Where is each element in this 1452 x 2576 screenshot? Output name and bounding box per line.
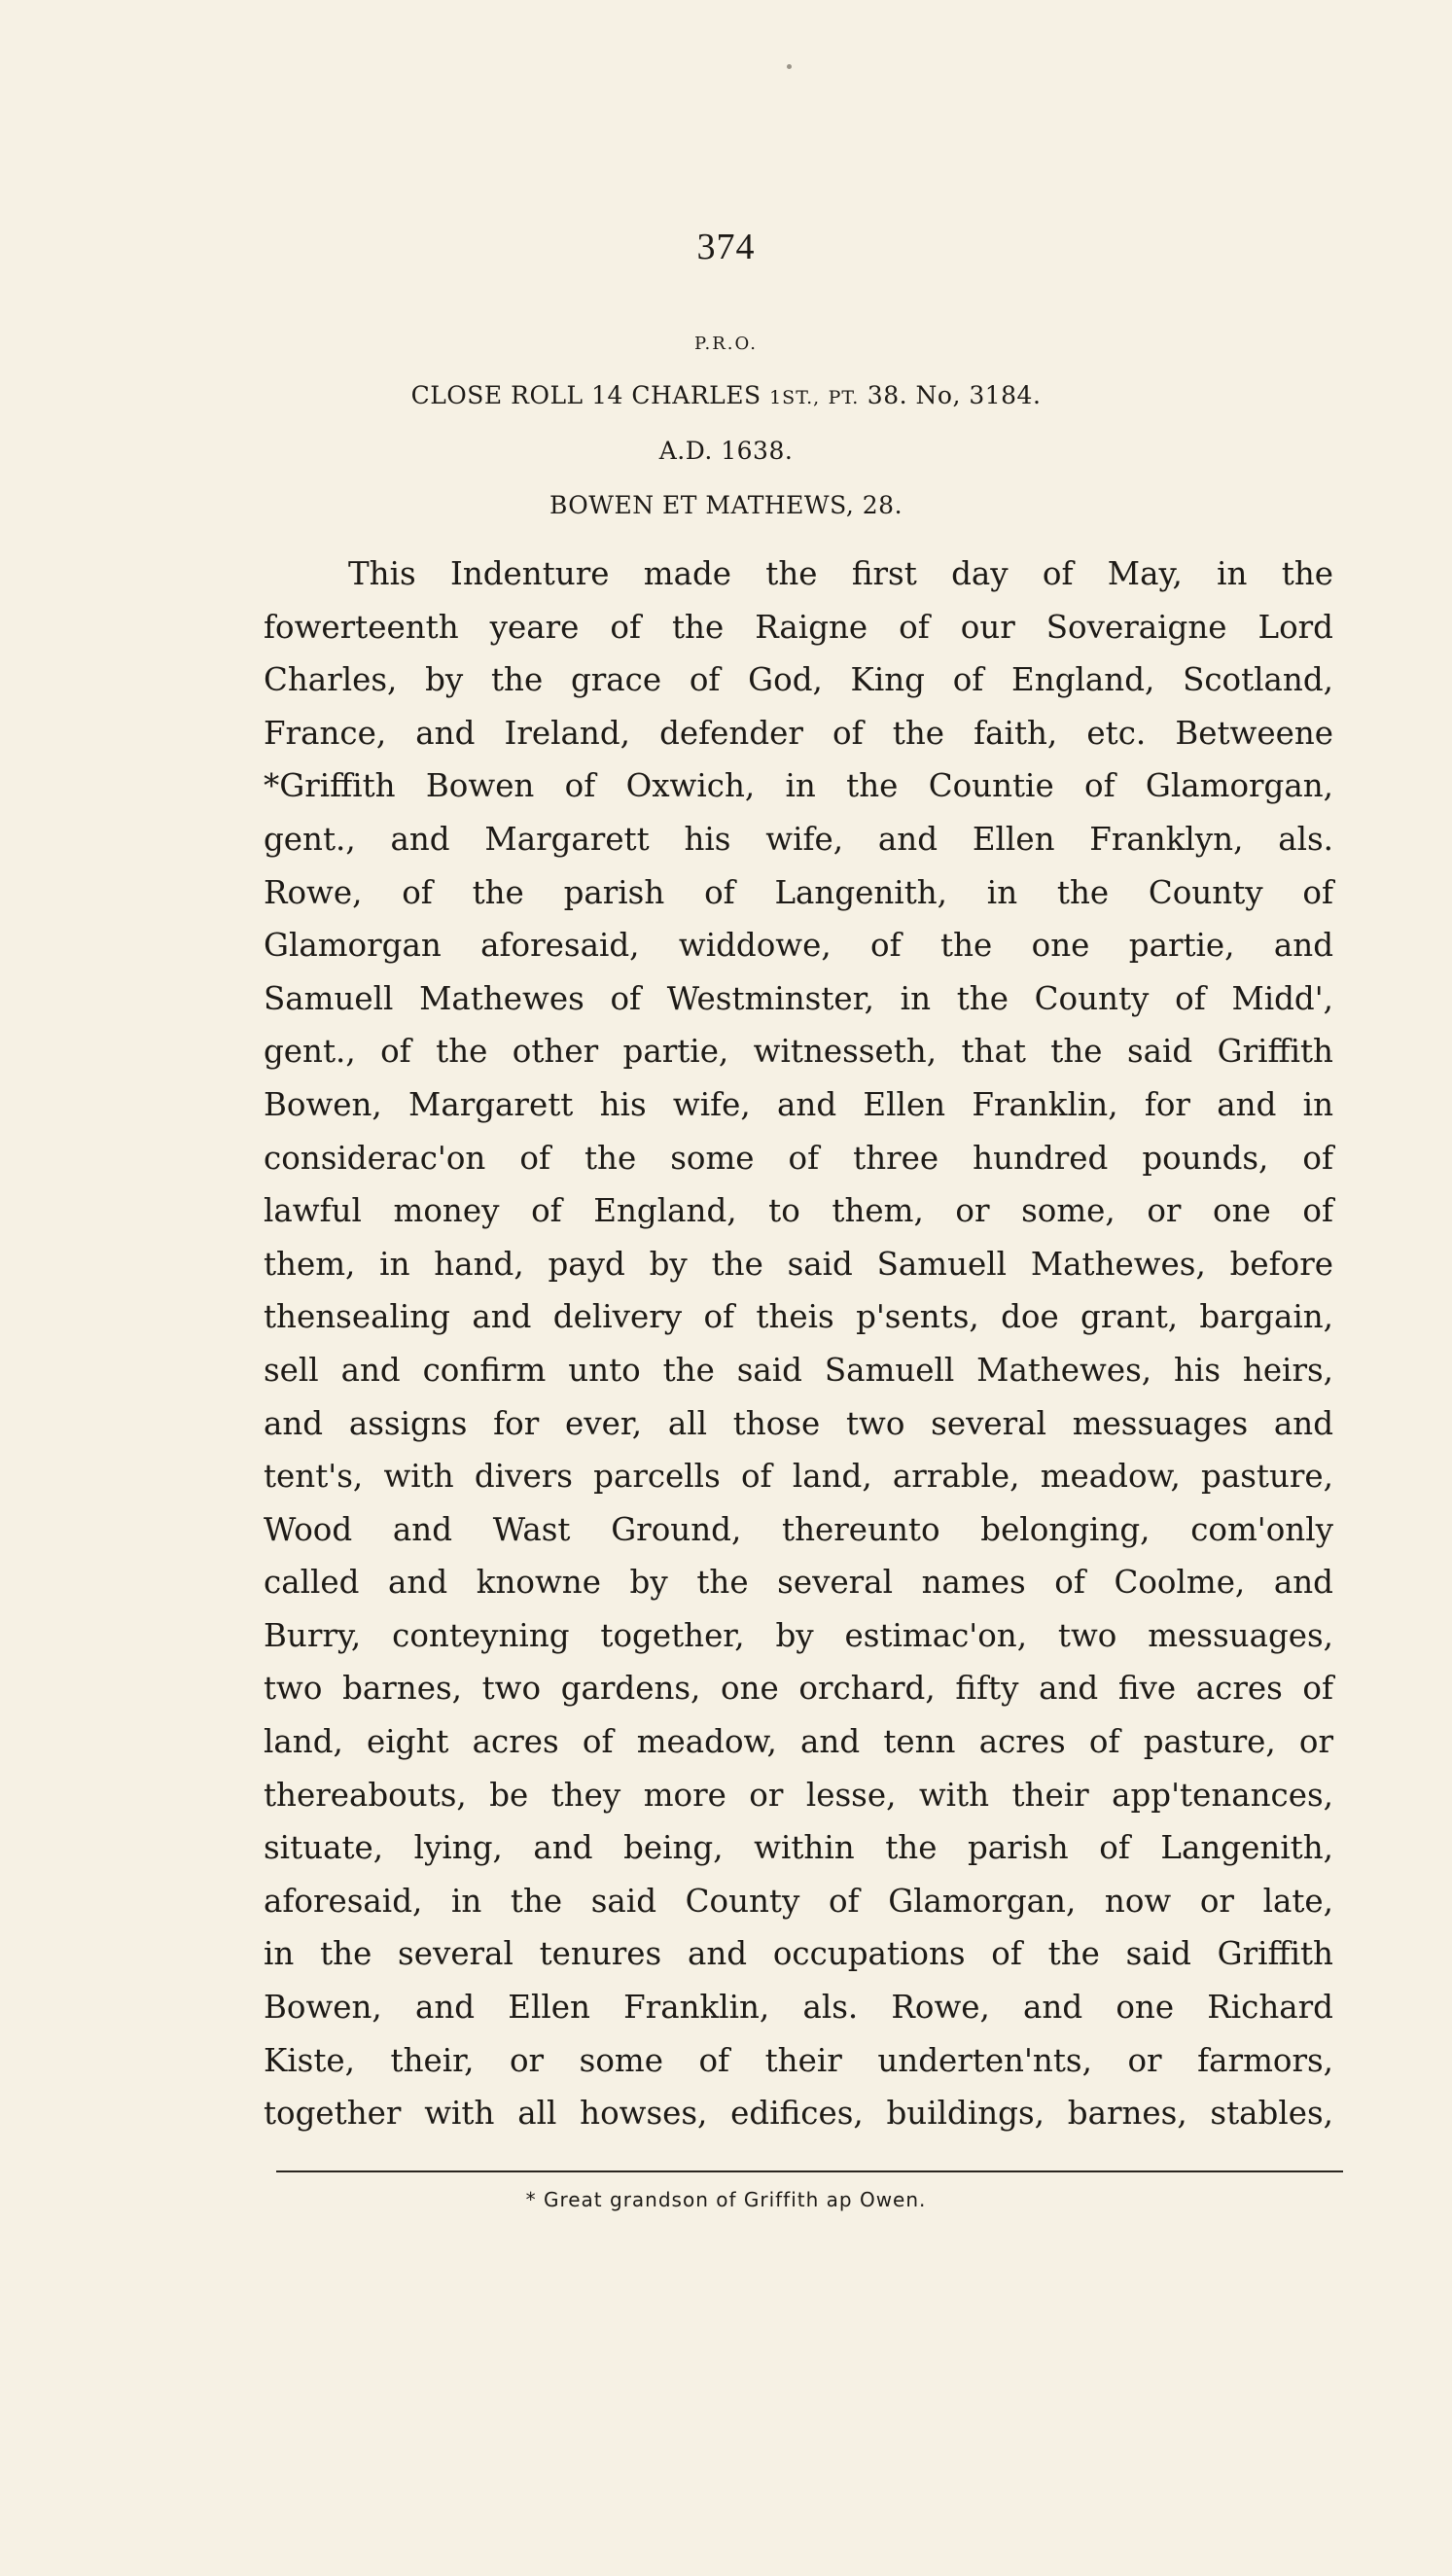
page-number: 374 xyxy=(696,227,756,267)
text-line: together with all howses, edifices, buildings, barnes, stables, xyxy=(264,2095,1333,2133)
text-line: sell and confirm unto the said Samuell Mathewes, his heirs, xyxy=(264,1351,1333,1389)
text-line: aforesaid, in the said County of Glamorgan, now or late, xyxy=(264,1882,1333,1920)
text-line: situate, lying, and being, within the parish of Langenith, xyxy=(264,1829,1333,1867)
date-heading: A.D. 1638. xyxy=(658,437,794,465)
text-line: France, and Ireland, defender of the faith, etc. Betweene xyxy=(264,714,1333,752)
text-line: Glamorgan aforesaid, widdowe, of the one partie, and xyxy=(264,927,1333,965)
text-line: tent's, with divers parcells of land, arrable, meadow, pasture, xyxy=(264,1458,1333,1496)
text-line: Samuell Mathewes of Westminster, in the County of Midd', xyxy=(264,979,1333,1017)
text-line: them, in hand, payd by the said Samuell Mathewes, before xyxy=(264,1245,1333,1283)
text-line: This Indenture made the first day of May, in the xyxy=(348,555,1333,592)
part-label: PT. xyxy=(828,387,860,408)
text-line: *Griffith Bowen of Oxwich, in the Countie of Glamorgan, xyxy=(264,767,1333,805)
parties-heading: BOWEN ET MATHEWS, 28. xyxy=(549,491,903,519)
text-line: lawful money of England, to them, or some, or one of xyxy=(264,1192,1333,1230)
text-line: Bowen, Margarett his wife, and Ellen Franklin, for and in xyxy=(264,1085,1333,1123)
text-line: Kiste, their, or some of their underten'nts, or farmors, xyxy=(264,2041,1333,2079)
text-line: in the several tenures and occupations of the said Griffith xyxy=(264,1935,1333,1973)
text-line: two barnes, two gardens, one orchard, fifty and five acres of xyxy=(264,1670,1333,1708)
part-number: 38. xyxy=(867,381,908,409)
roll-number: 3184. xyxy=(969,381,1042,409)
number-label: No, xyxy=(915,381,961,409)
text-line: Charles, by the grace of God, King of England, Scotland, xyxy=(264,661,1333,699)
text-line: gent., and Margarett his wife, and Ellen Franklyn, als. xyxy=(264,820,1333,858)
text-line: considerac'on of the some of three hundred pounds, of xyxy=(264,1139,1333,1177)
text-line: gent., of the other partie, witnesseth, that the said Griffith xyxy=(264,1033,1333,1071)
text-line: thereabouts, be they more or lesse, with their app'tenances, xyxy=(264,1776,1333,1814)
text-line: Bowen, and Ellen Franklin, als. Rowe, and one Richard xyxy=(264,1989,1333,2027)
roll-heading xyxy=(0,381,1452,409)
text-line: Rowe, of the parish of Langenith, in the County of xyxy=(264,873,1333,911)
source-label: P.R.O. xyxy=(694,334,758,354)
text-line: fowerteenth yeare of the Raigne of our Soveraigne Lord xyxy=(264,608,1333,646)
text-line: Wood and Wast Ground, thereunto belonging, com'only xyxy=(264,1510,1333,1548)
roll-title: CLOSE ROLL 14 CHARLES xyxy=(410,381,761,409)
text-line: Burry, conteyning together, by estimac'on, two messuages, xyxy=(264,1616,1333,1654)
text-line: and assigns for ever, all those two several messuages and xyxy=(264,1404,1333,1442)
text-line: land, eight acres of meadow, and tenn acres of pasture, or xyxy=(264,1723,1333,1761)
footnote: * Great grandson of Griffith ap Owen. xyxy=(525,2188,927,2211)
footnote-divider xyxy=(276,2170,1343,2172)
page-speck xyxy=(787,64,792,69)
text-line: thensealing and delivery of theis p'sents, doe grant, bargain, xyxy=(264,1298,1333,1336)
indenture-text xyxy=(264,547,1333,2140)
text-line: called and knowne by the several names of Coolme, and xyxy=(264,1564,1333,1602)
regnal-ordinal: 1ST., xyxy=(769,387,821,408)
